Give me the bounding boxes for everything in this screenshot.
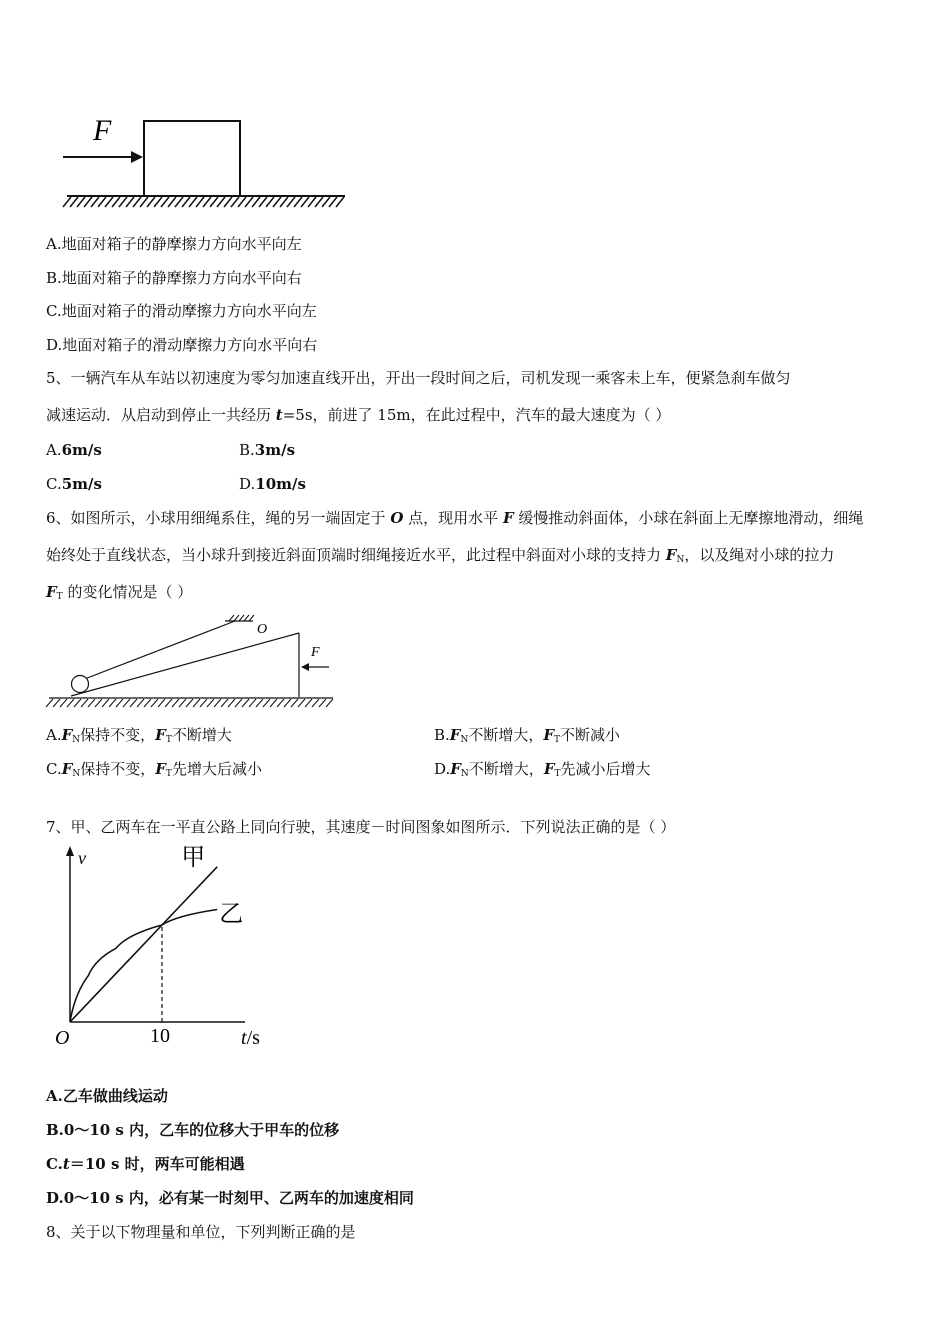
y-axis-label: v (78, 848, 86, 868)
hatch-mark (154, 197, 162, 207)
hatch-mark (284, 699, 291, 707)
hatch-mark (214, 699, 221, 707)
hatch-mark (193, 699, 200, 707)
hatch-mark (91, 197, 99, 207)
q6-stem-line3: $F_T$ 的变化情况是（ ） (46, 583, 193, 602)
q5-option-c: C.5m/s (46, 475, 102, 493)
hatch-mark (98, 197, 106, 207)
hatch-mark (133, 197, 141, 207)
ground-hatch (63, 197, 344, 207)
q8-stem: 8、关于以下物理量和单位，下列判断正确的是 (46, 1223, 356, 1241)
incline-figure (45, 612, 340, 712)
hatch-mark (238, 197, 246, 207)
hatch-mark (109, 699, 116, 707)
q5-stem-line1: 5、一辆汽车从车站以初速度为零匀加速直线开出，开出一段时间之后，司机发现一乘客未上车，便紧急刹车做匀 (46, 369, 791, 387)
hatch-mark (229, 615, 234, 621)
hatch-mark (221, 699, 228, 707)
hatch-mark (182, 197, 190, 207)
hatch-mark (74, 699, 81, 707)
hatch-mark (102, 699, 109, 707)
hatch-mark (228, 699, 235, 707)
incline-surface (71, 633, 299, 696)
hatch-mark (329, 197, 337, 207)
hatch-mark (326, 699, 333, 707)
hatch-mark (280, 197, 288, 207)
force-arrowhead (131, 151, 143, 163)
hatch-mark (130, 699, 137, 707)
hatch-mark (224, 197, 232, 207)
hatch-mark (151, 699, 158, 707)
q6-option-a: $A.F_N$保持不变，$F_T$不断增大 (46, 726, 232, 745)
hatch-mark (203, 197, 211, 207)
hatch-mark (252, 197, 260, 207)
hatch-mark (200, 699, 207, 707)
q6-stem-line1: 6、如图所示，小球用细绳系住，绳的另一端固定于 O 点，现用水平 F 缓慢推动斜面体，小球在斜面上无摩擦地滑动，细绳 (46, 509, 864, 527)
hatch-mark (165, 699, 172, 707)
hatch-mark (315, 197, 323, 207)
hatch-mark (322, 197, 330, 207)
q5-option-d: D.10m/s (239, 475, 306, 493)
hatch-mark (168, 197, 176, 207)
q7-option-b: B.0～10 s 内，乙车的位移大于甲车的位移 (46, 1121, 340, 1139)
hatch-mark (123, 699, 130, 707)
q6-stem-line2: 始终处于直线状态，当小球升到接近斜面顶端时细绳接近水平，此过程中斜面对小球的支持力 $F_N$，以及绳对小球的拉力 (46, 546, 835, 565)
hatch-mark (245, 197, 253, 207)
hatch-mark (105, 197, 113, 207)
hatch-mark (273, 197, 281, 207)
hatch-mark (53, 699, 60, 707)
hatch-mark (294, 197, 302, 207)
series-jia-label: 甲 (181, 844, 206, 871)
hatch-mark (266, 197, 274, 207)
q4-option-d: D.地面对箱子的滑动摩擦力方向水平向右 (46, 336, 318, 354)
hatch-mark (277, 699, 284, 707)
series-yi-curve (70, 909, 217, 1022)
hatch-mark (249, 699, 256, 707)
hatch-mark (312, 699, 319, 707)
hatch-mark (259, 197, 267, 207)
point-O-label: O (257, 622, 268, 637)
hatch-mark (210, 197, 218, 207)
hatch-mark (189, 197, 197, 207)
hatch-mark (234, 615, 239, 621)
hatch-mark (231, 197, 239, 207)
hatch-mark (119, 197, 127, 207)
x-axis-label: t/s (241, 1027, 260, 1049)
push-F-label: F (311, 645, 320, 660)
hatch-mark (175, 197, 183, 207)
q6-option-c: $C.F_N$保持不变，$F_T$先增大后减小 (46, 760, 262, 779)
ground-hatch-2 (46, 699, 333, 707)
hatch-mark (144, 699, 151, 707)
hatch-mark (161, 197, 169, 207)
hatch-mark (301, 197, 309, 207)
q4-option-b: B.地面对箱子的静摩擦力方向水平向右 (46, 269, 302, 287)
vt-chart (45, 840, 285, 1055)
q7-option-a: A.乙车做曲线运动 (46, 1087, 168, 1105)
hatch-mark (81, 699, 88, 707)
hatch-mark (126, 197, 134, 207)
box (144, 121, 240, 196)
hatch-mark (67, 699, 74, 707)
q5-option-a: A.6m/s (46, 441, 102, 459)
hatch-mark (63, 197, 71, 207)
hatch-mark (263, 699, 270, 707)
hatch-mark (60, 699, 67, 707)
hatch-mark (172, 699, 179, 707)
hatch-mark (158, 699, 165, 707)
q5-option-b: B.3m/s (239, 441, 296, 459)
hatch-mark (305, 699, 312, 707)
hatch-mark (235, 699, 242, 707)
hatch-mark (207, 699, 214, 707)
hatch-mark (70, 197, 78, 207)
hatch-mark (256, 699, 263, 707)
q7-stem: 7、甲、乙两车在一平直公路上同向行驶，其速度－时间图象如图所示．下列说法正确的是（ ） (46, 818, 676, 836)
hatch-mark (77, 197, 85, 207)
hatch-mark (84, 197, 92, 207)
q4-option-a: A.地面对箱子的静摩擦力方向水平向左 (46, 235, 302, 253)
q6-option-b: $B.F_N$不断增大，$F_T$不断减小 (434, 726, 621, 745)
push-arrowhead (301, 663, 309, 671)
hatch-mark (116, 699, 123, 707)
hatch-mark (179, 699, 186, 707)
hatch-mark (270, 699, 277, 707)
q5-stem-line2: 减速运动．从启动到停止一共经历 t=5s，前进了 15m，在此过程中，汽车的最大速度为（ ） (46, 406, 671, 424)
hatch-mark (298, 699, 305, 707)
hatch-mark (249, 615, 254, 621)
hatch-mark (308, 197, 316, 207)
hatch-mark (196, 197, 204, 207)
q7-option-d: D.0～10 s 内，必有某一时刻甲、乙两车的加速度相同 (46, 1189, 414, 1207)
hatch-mark (287, 197, 295, 207)
x-tick-label: 10 (150, 1025, 170, 1047)
hatch-mark (217, 197, 225, 207)
q7-option-c: C.t＝10 s 时，两车可能相遇 (46, 1155, 245, 1173)
hatch-mark (95, 699, 102, 707)
y-axis-arrowhead (66, 846, 74, 856)
hatch-mark (239, 615, 244, 621)
box-force-figure (55, 110, 355, 215)
q4-option-c: C.地面对箱子的滑动摩擦力方向水平向左 (46, 302, 317, 320)
hatch-mark (244, 615, 249, 621)
hatch-mark (336, 197, 344, 207)
hatch-mark (291, 699, 298, 707)
hatch-mark (319, 699, 326, 707)
hatch-mark (140, 197, 148, 207)
hatch-mark (147, 197, 155, 207)
force-label: F (93, 114, 112, 147)
q6-option-d: $D.F_N$不断增大，$F_T$先减小后增大 (434, 760, 651, 779)
series-jia-line (70, 867, 217, 1022)
hatch-mark (137, 699, 144, 707)
hatch-mark (112, 197, 120, 207)
hatch-mark (186, 699, 193, 707)
origin-label: O (55, 1027, 70, 1049)
series-yi-label: 乙 (219, 901, 244, 928)
hatch-mark (88, 699, 95, 707)
ball (72, 676, 89, 693)
hatch-mark (242, 699, 249, 707)
rope (82, 621, 235, 680)
hatch-mark (46, 699, 53, 707)
ceiling-hatch (229, 615, 254, 621)
